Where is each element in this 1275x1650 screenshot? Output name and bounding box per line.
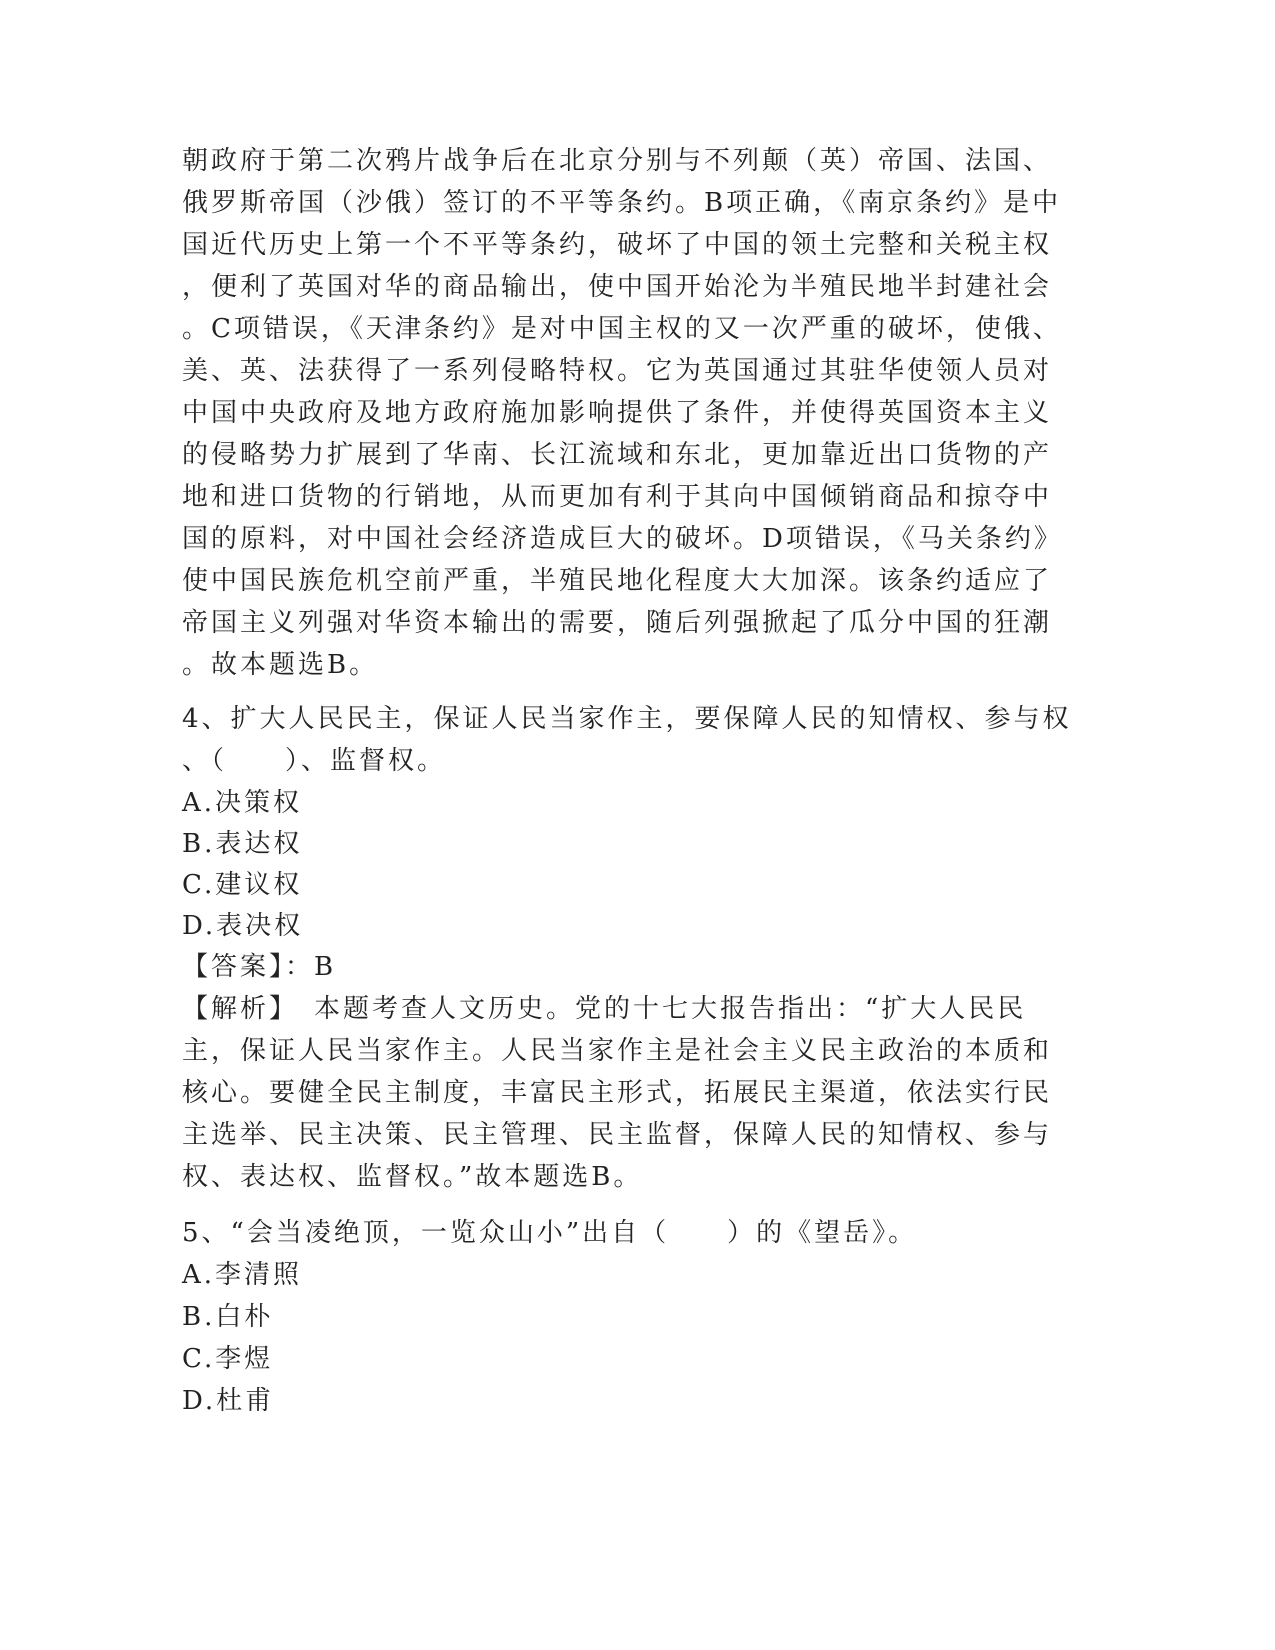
analysis-line: 核心。要健全民主制度，丰富民主形式，拓展民主渠道，依法实行民 [182,1078,1053,1108]
option-c: C.建议权 [182,870,303,900]
explanation-line: 的侵略势力扩展到了华南、长江流域和东北，更加靠近出口货物的产 [182,440,1053,470]
explanation-line: 朝政府于第二次鸦片战争后在北京分别与不列颠（英）帝国、法国、 [182,146,1053,176]
option-c: C.李煜 [182,1344,274,1374]
explanation-line: 。C项错误，《天津条约》是对中国主权的又一次严重的破坏，使俄、 [182,314,1062,344]
explanation-line: 国近代历史上第一个不平等条约，破坏了中国的领土完整和关税主权 [182,230,1053,260]
explanation-line: 帝国主义列强对华资本输出的需要，随后列强掀起了瓜分中国的狂潮 [182,608,1053,638]
option-b: B.表达权 [182,829,303,859]
question-stem-line: 、（ ）、监督权。 [182,746,447,776]
explanation-line: 美、英、法获得了一系列侵略特权。它为英国通过其驻华使领人员对 [182,356,1053,386]
option-d: D.杜甫 [182,1386,275,1416]
analysis-line: 权、表达权、监督权。”故本题选B。 [182,1162,643,1192]
explanation-line: 国的原料，对中国社会经济造成巨大的破坏。D项错误，《马关条约》 [182,524,1063,554]
question-stem-line: 5、“会当凌绝顶，一览众山小”出自（ ）的《望岳》。 [182,1218,918,1248]
explanation-line: 俄罗斯帝国（沙俄）签订的不平等条约。B项正确，《南京条约》是中 [182,188,1062,218]
question-stem-line: 4、扩大人民民主，保证人民当家作主，要保障人民的知情权、参与权 [182,704,1072,734]
explanation-line: 。故本题选B。 [182,650,379,680]
analysis-line: 【解析】 本题考查人文历史。党的十七大报告指出：“扩大人民民 [182,994,1027,1024]
analysis-line: 主，保证人民当家作主。人民当家作主是社会主义民主政治的本质和 [182,1036,1053,1066]
option-b: B.白朴 [182,1302,274,1332]
explanation-line: ，便利了英国对华的商品输出，使中国开始沦为半殖民地半封建社会 [182,272,1053,302]
explanation-line: 使中国民族危机空前严重，半殖民地化程度大大加深。该条约适应了 [182,566,1053,596]
analysis-line: 主选举、民主决策、民主管理、民主监督，保障人民的知情权、参与 [182,1120,1053,1150]
explanation-line: 中国中央政府及地方政府施加影响提供了条件，并使得英国资本主义 [182,398,1053,428]
option-d: D.表决权 [182,911,304,941]
explanation-line: 地和进口货物的行销地，从而更加有利于其向中国倾销商品和掠夺中 [182,482,1053,512]
option-a: A.李清照 [182,1260,303,1290]
answer-line: 【答案】：B [182,952,337,982]
option-a: A.决策权 [182,788,303,818]
